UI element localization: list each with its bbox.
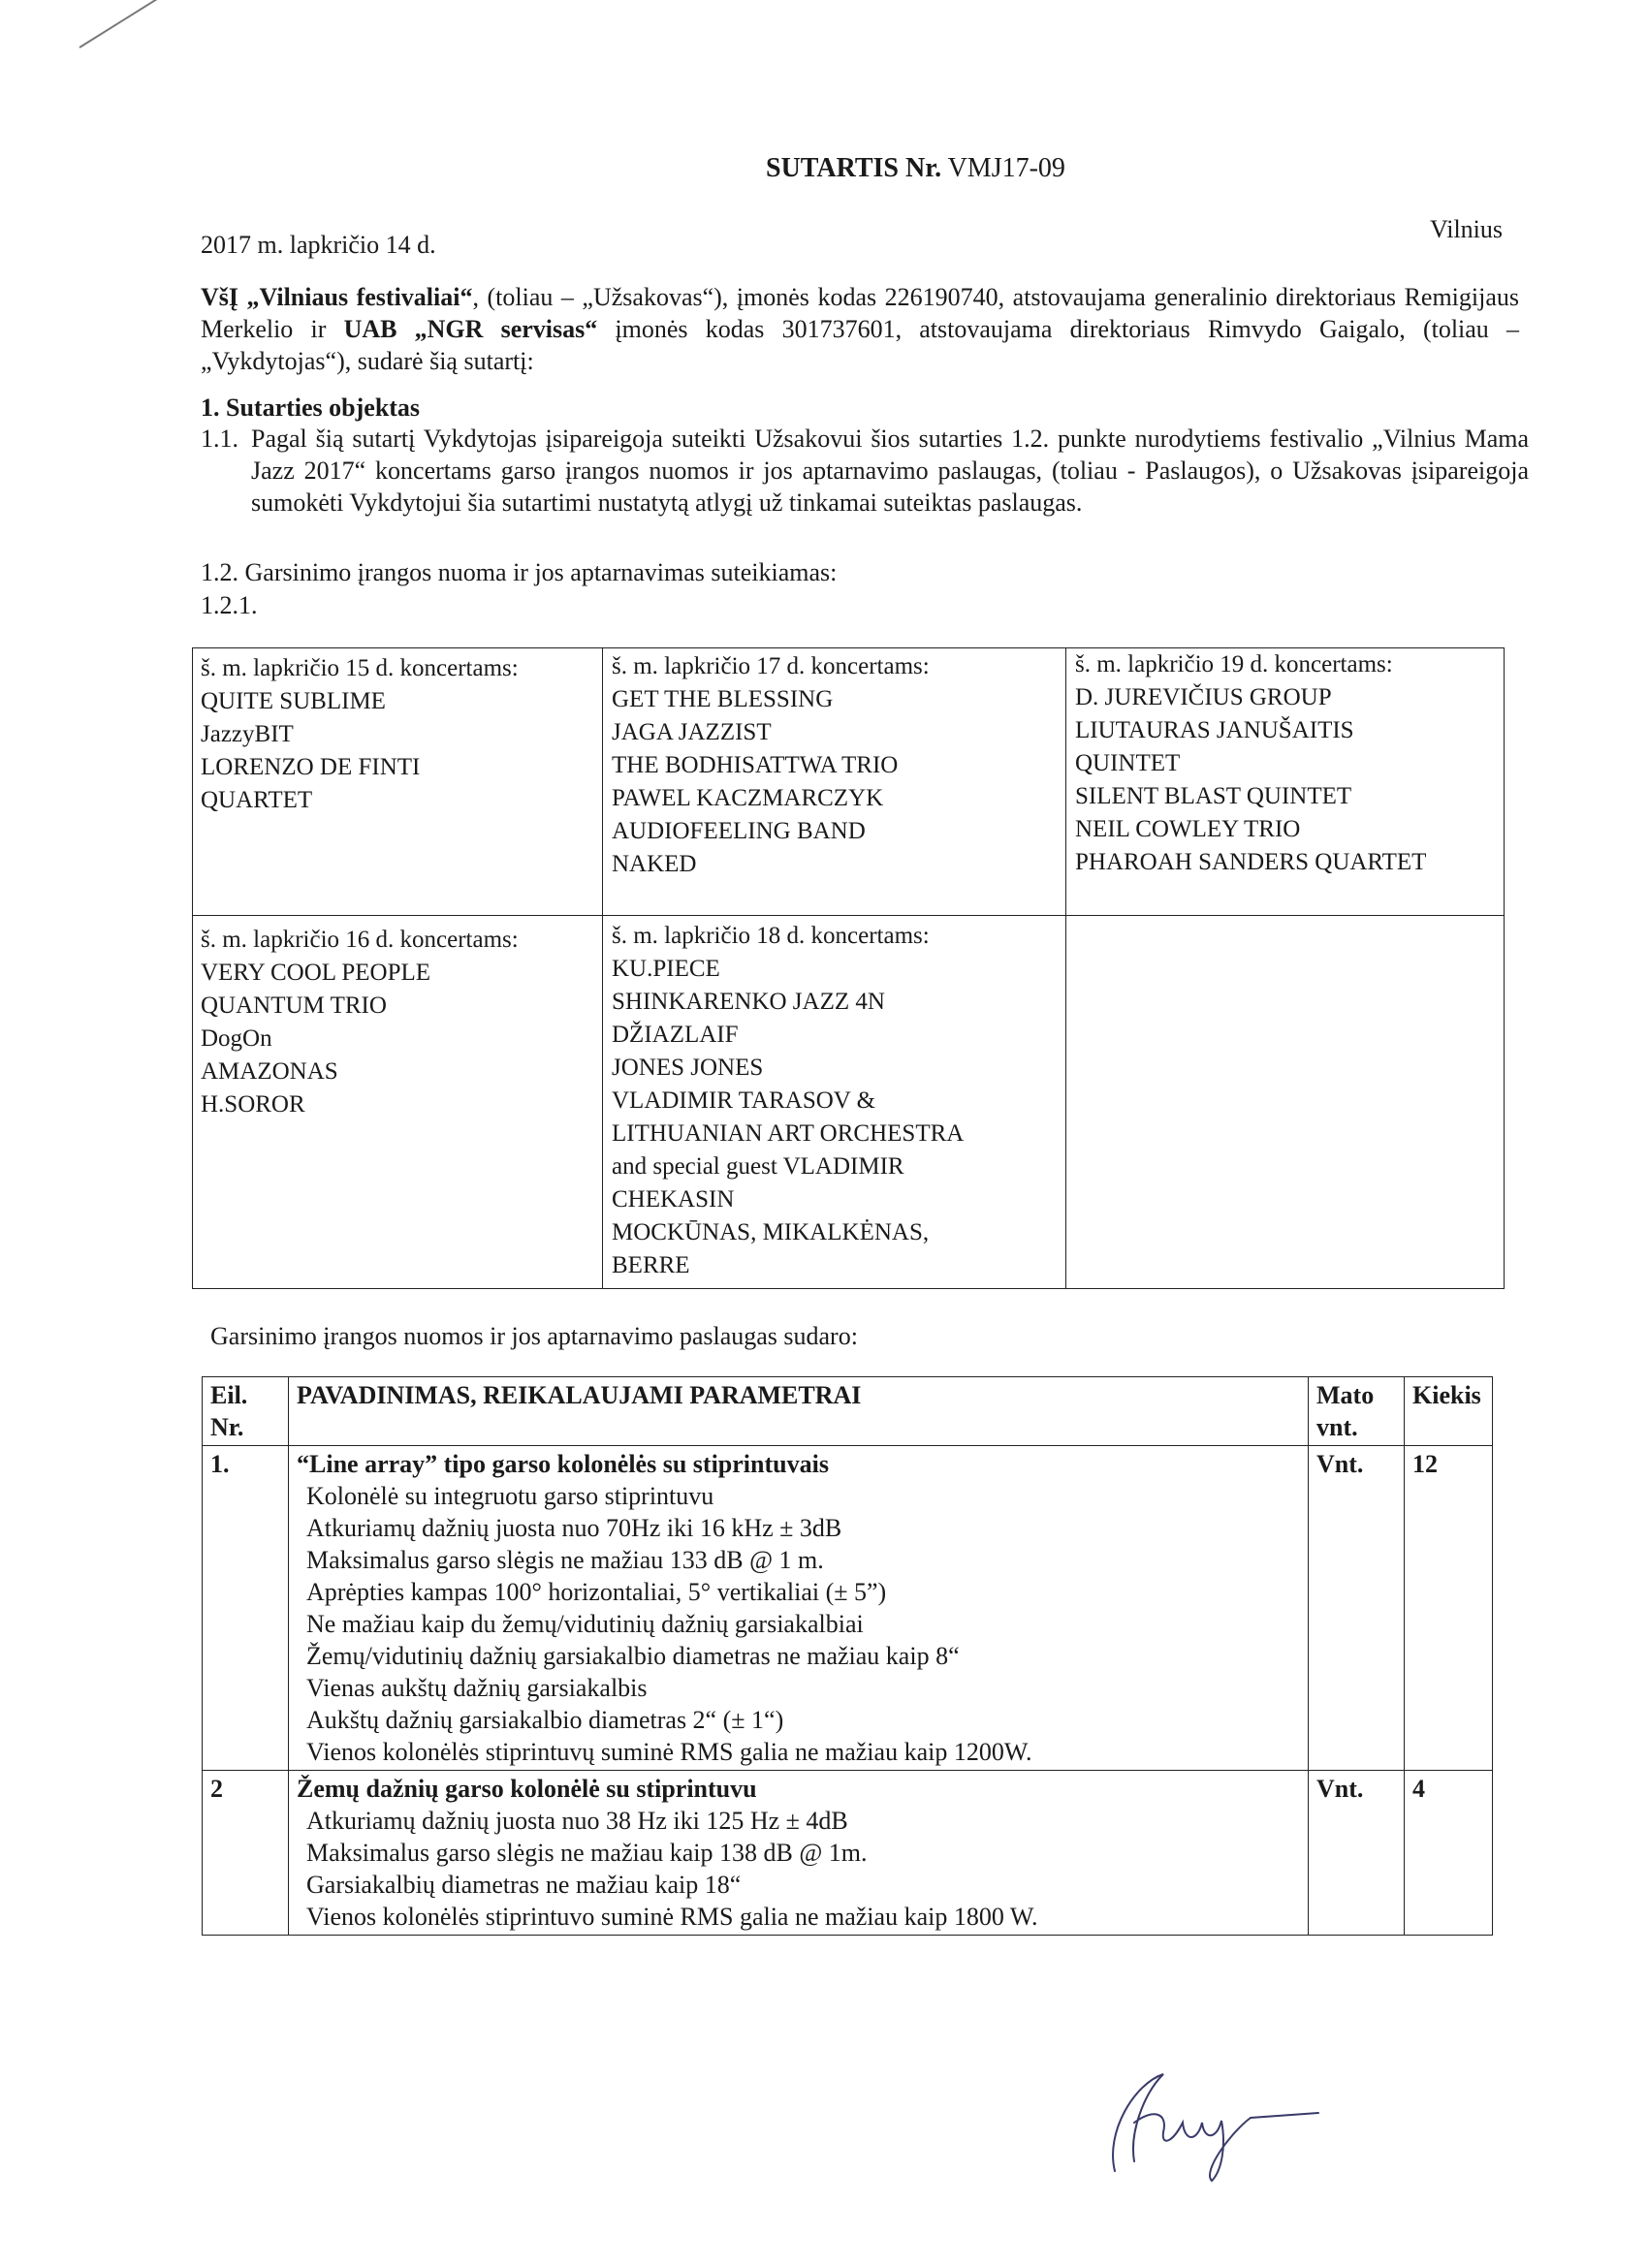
band-name: JONES JONES [612, 1055, 764, 1081]
clause-1-1-text: Pagal šią sutartį Vykdytojas įsipareigoja suteikti Užsakovui šios sutarties 1.2. punkte nurodytiems festivalio „Vilnius Mama Jazz 2017“ koncertams garso įrangos nuomos ir jos aptarnavimo paslaugas, (toliau - Paslaugos), o Užsakovas įsipareigoja sumokėti Vykdytojui šia sutartimi nustatytą atlygį už tinkamai suteiktas paslaugas. [251, 425, 1529, 517]
item-name: Žemų dažnių garso kolonėlė su stiprintuvu [297, 1775, 757, 1803]
band-name: AUDIOFEELING BAND [612, 818, 866, 844]
concert-date-heading: š. m. lapkričio 15 d. koncertams: [201, 655, 519, 681]
row-unit: Vnt. [1309, 1446, 1405, 1771]
clause-1-1 [201, 423, 1529, 519]
item-parameter: Aukštų dažnių garsiakalbio diametras 2“ (± 1“) [306, 1706, 784, 1734]
grid-divider [193, 915, 1504, 916]
concert-cell [612, 650, 930, 881]
item-parameter: Žemų/vidutinių dažnių garsiakalbio diametras ne mažiau kaip 8“ [306, 1642, 960, 1670]
contract-title [766, 153, 1065, 184]
header-qty: Kiekis [1405, 1377, 1493, 1446]
item-parameter: Atkuriamų dažnių juosta nuo 70Hz iki 16 kHz ± 3dB [306, 1514, 842, 1542]
intro-paragraph [201, 281, 1519, 377]
party1-name: „Vilniaus festivaliai“ [246, 283, 473, 311]
concert-cell [612, 920, 964, 1282]
band-name: H.SOROR [201, 1091, 305, 1118]
band-name: JAGA JAZZIST [612, 719, 772, 745]
concert-cell [201, 924, 519, 1121]
table-row [203, 1771, 1493, 1936]
item-parameter: Garsiakalbių diametras ne mažiau kaip 18“ [306, 1871, 742, 1899]
band-name: QUITE SUBLIME [201, 688, 386, 714]
item-parameter: Maksimalus garso slėgis ne mažiau kaip 138 dB @ 1m. [306, 1839, 868, 1867]
concert-cell [1075, 648, 1426, 879]
grid-divider [602, 648, 603, 1288]
band-name: LITHUANIAN ART ORCHESTRA [612, 1120, 965, 1147]
section-1-heading: 1. Sutarties objektas [201, 394, 421, 422]
band-name: D. JUREVIČIUS GROUP [1075, 684, 1332, 710]
clause-1-1-number: 1.1. [201, 425, 238, 453]
pen-stroke-mark [79, 0, 162, 48]
row-nr: 1. [203, 1446, 289, 1771]
band-name: THE BODHISATTWA TRIO [612, 752, 899, 778]
contract-city: Vilnius [1430, 215, 1504, 243]
band-name: QUARTET [201, 787, 313, 813]
row-description [289, 1446, 1309, 1771]
party1-type: VšĮ [201, 283, 239, 311]
item-parameter: Kolonėlė su integruotu garso stiprintuvu [306, 1482, 714, 1510]
item-parameter: Atkuriamų dažnių juosta nuo 38 Hz iki 125 Hz ± 4dB [306, 1807, 848, 1835]
header-nr: Eil. Nr. [203, 1377, 289, 1446]
band-name: SILENT BLAST QUINTET [1075, 783, 1352, 809]
band-name: KU.PIECE [612, 956, 720, 982]
band-name: LORENZO DE FINTI [201, 754, 421, 780]
concert-date-heading: š. m. lapkričio 16 d. koncertams: [201, 927, 519, 953]
concert-cell [201, 652, 519, 817]
band-name: LIUTAURAS JANUŠAITIS [1075, 717, 1354, 743]
band-name: SHINKARENKO JAZZ 4N [612, 989, 885, 1015]
item-name: “Line array” tipo garso kolonėlės su stiprintuvais [297, 1450, 829, 1478]
party2-name: UAB „NGR servisas“ [343, 315, 598, 343]
clause-1-2: 1.2. Garsinimo įrangos nuoma ir jos aptarnavimas suteikiamas: [201, 558, 838, 586]
band-name: VLADIMIR TARASOV & [612, 1087, 876, 1114]
band-name: NAKED [612, 851, 697, 877]
item-parameter: Ne mažiau kaip du žemų/vidutinių dažnių garsiakalbiai [306, 1610, 864, 1638]
band-name: GET THE BLESSING [612, 686, 834, 712]
header-name: PAVADINIMAS, REIKALAUJAMI PARAMETRAI [289, 1377, 1309, 1446]
band-name: CHEKASIN [612, 1186, 735, 1213]
contract-title-prefix: SUTARTIS Nr. [766, 153, 942, 183]
row-unit: Vnt. [1309, 1771, 1405, 1936]
intro-text-2: įmonės kodas 301737601, atstovaujama direktoriaus Rimvydo Gaigalo, (toliau – „Vykdytojas“), sudarė šią sutartį: [201, 315, 1519, 375]
grid-divider [1065, 648, 1066, 1288]
row-qty: 12 [1405, 1446, 1493, 1771]
intro-text-1: , (toliau – „Užsakovas“), įmonės kodas 226190740, atstovaujama generalinio direktoriaus Remigijaus Merkelio ir [201, 283, 1520, 343]
band-name: and special guest VLADIMIR [612, 1153, 904, 1180]
contract-number: VMJ17-09 [947, 153, 1065, 183]
header-unit: Mato vnt. [1309, 1377, 1405, 1446]
equipment-spec-table [202, 1376, 1493, 1936]
band-name: VERY COOL PEOPLE [201, 960, 431, 986]
band-name: AMAZONAS [201, 1058, 338, 1085]
band-name: BERRE [612, 1252, 690, 1278]
concert-date-heading: š. m. lapkričio 18 d. koncertams: [612, 923, 930, 949]
band-name: MOCKŪNAS, MIKALKĖNAS, [612, 1219, 930, 1245]
signature [1076, 2055, 1328, 2195]
concerts-table [192, 647, 1505, 1289]
item-parameter: Aprėpties kampas 100° horizontaliai, 5° vertikaliai (± 5”) [306, 1578, 887, 1606]
signature-graphic [1076, 2055, 1328, 2190]
band-name: DŽIAZLAIF [612, 1022, 739, 1048]
services-intro: Garsinimo įrangos nuomos ir jos aptarnavimo paslaugas sudaro: [210, 1322, 858, 1350]
table-header-row [203, 1377, 1493, 1446]
band-name: NEIL COWLEY TRIO [1075, 816, 1301, 842]
item-parameter: Vienos kolonėlės stiprintuvų suminė RMS galia ne mažiau kaip 1200W. [306, 1738, 1032, 1766]
concert-date-heading: š. m. lapkričio 19 d. koncertams: [1075, 651, 1393, 677]
row-qty: 4 [1405, 1771, 1493, 1936]
contract-date: 2017 m. lapkričio 14 d. [201, 231, 436, 259]
item-parameter: Vienas aukštų dažnių garsiakalbis [306, 1674, 648, 1702]
band-name: PAWEL KACZMARCZYK [612, 785, 884, 811]
row-nr: 2 [203, 1771, 289, 1936]
band-name: DogOn [201, 1025, 272, 1052]
band-name: QUINTET [1075, 750, 1181, 776]
band-name: JazzyBIT [201, 721, 294, 747]
band-name: QUANTUM TRIO [201, 992, 387, 1019]
row-description [289, 1771, 1309, 1936]
table-row [203, 1446, 1493, 1771]
item-parameter: Maksimalus garso slėgis ne mažiau 133 dB @ 1 m. [306, 1546, 824, 1574]
concert-date-heading: š. m. lapkričio 17 d. koncertams: [612, 653, 930, 679]
item-parameter: Vienos kolonėlės stiprintuvo suminė RMS galia ne mažiau kaip 1800 W. [306, 1903, 1038, 1931]
band-name: PHAROAH SANDERS QUARTET [1075, 849, 1427, 875]
clause-1-2-1: 1.2.1. [201, 591, 258, 619]
